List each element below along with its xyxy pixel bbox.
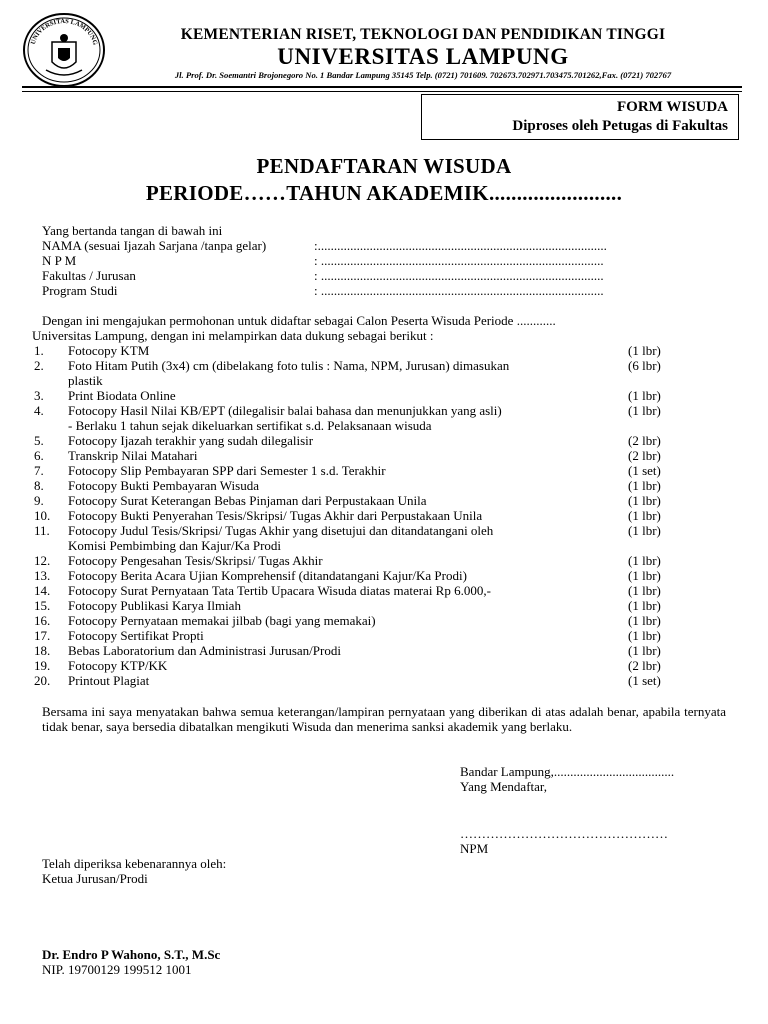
list-item: Fotocopy Publikasi Karya Ilmiah [68,598,241,613]
list-item-number: 7. [34,463,44,478]
list-item-quantity: (1 lbr) [628,598,661,613]
declaration-statement: Bersama ini saya menyatakan bahwa semua keterangan/lampiran pernyataan yang diberikan di atas adalah benar, apabila ternyata tidak benar, saya bersedia dibatalkan mengikuti Wisuda dan menerima sanksi akademik yang berlaku. [42,704,726,734]
list-item: Foto Hitam Putih (3x4) cm (dibelakang foto tulis : Nama, NPM, Jurusan) dimasukan [68,358,510,373]
list-item-quantity: (1 lbr) [628,493,661,508]
list-item-number: 16. [34,613,51,628]
list-item: Fotocopy Surat Keterangan Bebas Pinjaman dari Perpustakaan Unila [68,493,427,508]
document-subtitle: PERIODE……TAHUN AKADEMIK........................ [145,181,623,205]
list-item-quantity: (2 lbr) [628,658,661,673]
list-item: Fotocopy Bukti Pembayaran Wisuda [68,478,259,493]
list-item: Fotocopy Pengesahan Tesis/Skripsi/ Tugas Akhir [68,553,323,568]
list-item-quantity: (1 lbr) [628,628,661,643]
list-item-number: 10. [34,508,51,523]
list-item-number: 2. [34,358,44,373]
field-name-blank[interactable]: :......................................................................................... [314,238,607,253]
form-type-title: FORM WISUDA [617,99,728,115]
header-divider [22,86,742,88]
field-label-program: Program Studi [42,283,118,298]
list-item-quantity: (1 set) [628,673,661,688]
list-item: Fotocopy Ijazah terakhir yang sudah dilegalisir [68,433,314,448]
identity-intro: Yang bertanda tangan di bawah ini [42,223,223,238]
list-item-quantity: (2 lbr) [628,433,661,448]
logo-text: UNIVERSITAS LAMPUNG [29,17,99,46]
applicant-label: Yang Mendaftar, [460,779,547,794]
list-item-quantity: (1 lbr) [628,388,661,403]
list-item: Fotocopy KTP/KK [68,658,168,673]
list-item-quantity: (1 lbr) [628,343,661,358]
verification-label: Telah diperiksa kebenarannya oleh: [42,856,227,871]
form-type-subtitle: Diproses oleh Petugas di Fakultas [512,118,728,134]
request-line-2: Universitas Lampung, dengan ini melampirkan data dukung sebagai berikut : [32,328,434,343]
list-item: Bebas Laboratorium dan Administrasi Jurusan/Prodi [68,643,341,658]
list-item: Fotocopy Judul Tesis/Skripsi/ Tugas Akhir yang disetujui dan ditandatangani oleh [68,523,494,538]
list-item: Fotocopy Berita Acara Ujian Komprehensif (ditandatangani Kajur/Ka Prodi) [68,568,467,583]
university-address: Jl. Prof. Dr. Soemantri Brojonegoro No. 1 Bandar Lampung 35145 Telp. (0721) 701609. 702673.702971.703475.701262,Fax. (0721) 702767 [174,70,672,80]
university-name: UNIVERSITAS LAMPUNG [277,44,569,69]
list-item-number: 4. [34,403,44,418]
list-item: Fotocopy KTM [68,343,150,358]
list-item: Fotocopy Pernyataan memakai jilbab (bagi yang memakai) [68,613,376,628]
list-item-quantity: (1 lbr) [628,508,661,523]
field-label-faculty: Fakultas / Jurusan [42,268,136,283]
signature-place-date[interactable]: Bandar Lampung,..................................... [460,764,675,779]
list-item-quantity: (1 lbr) [628,613,661,628]
list-item-quantity: (6 lbr) [628,358,661,373]
form-type-box [421,94,739,140]
list-item-number: 19. [34,658,51,673]
list-item: Fotocopy Surat Pernyataan Tata Tertib Upacara Wisuda diatas materai Rp 6.000,- [68,583,491,598]
ministry-name: KEMENTERIAN RISET, TEKNOLOGI DAN PENDIDIKAN TINGGI [180,26,666,43]
list-item-number: 8. [34,478,44,493]
list-item-quantity: (1 lbr) [628,478,661,493]
list-item-number: 13. [34,568,51,583]
field-label-name: NAMA (sesuai Ijazah Sarjana /tanpa gelar) [42,238,267,253]
signature-line[interactable]: ………………………………………… [460,826,668,841]
list-item-number: 11. [34,523,50,538]
list-item-quantity: (1 lbr) [628,523,661,538]
list-item-continued: Komisi Pembimbing dan Kajur/Ka Prodi [68,538,282,553]
list-item-note: - Berlaku 1 tahun sejak dikeluarkan sertifikat s.d. Pelaksanaan wisuda [68,418,432,433]
field-faculty-blank[interactable]: : ....................................................................................... [314,268,604,283]
list-item-quantity: (1 lbr) [628,403,661,418]
list-item: Fotocopy Bukti Penyerahan Tesis/Skripsi/ Tugas Akhir dari Perpustakaan Unila [68,508,483,523]
request-line-1: Dengan ini mengajukan permohonan untuk didaftar sebagai Calon Peserta Wisuda Periode ............ [42,313,556,328]
list-item-number: 6. [34,448,44,463]
list-item-number: 12. [34,553,51,568]
list-item-number: 17. [34,628,51,643]
list-item-number: 3. [34,388,44,403]
list-item-number: 20. [34,673,51,688]
list-item-continued: plastik [68,373,103,388]
list-item-quantity: (1 lbr) [628,553,661,568]
university-logo [22,12,106,88]
list-item-quantity: (1 lbr) [628,568,661,583]
list-item-quantity: (1 lbr) [628,643,661,658]
header-divider-thin [22,91,742,92]
list-item: Printout Plagiat [68,673,150,688]
verifier-nip: NIP. 19700129 199512 1001 [42,962,192,977]
field-npm-blank[interactable]: : ....................................................................................... [314,253,604,268]
list-item-quantity: (1 set) [628,463,661,478]
list-item: Print Biodata Online [68,388,176,403]
list-item-number: 5. [34,433,44,448]
list-item-quantity: (1 lbr) [628,583,661,598]
list-item-number: 1. [34,343,44,358]
verifier-name: Dr. Endro P Wahono, S.T., M.Sc [42,947,221,962]
list-item-number: 15. [34,598,51,613]
verifier-role: Ketua Jurusan/Prodi [42,871,148,886]
field-label-npm: N P M [42,253,77,268]
list-item: Fotocopy Slip Pembayaran SPP dari Semester 1 s.d. Terakhir [68,463,386,478]
list-item: Transkrip Nilai Matahari [68,448,198,463]
list-item: Fotocopy Hasil Nilai KB/EPT (dilegalisir balai bahasa dan menunjukkan yang asli) [68,403,502,418]
list-item-number: 9. [34,493,44,508]
list-item-quantity: (2 lbr) [628,448,661,463]
signature-npm-label: NPM [460,841,489,856]
document-title: PENDAFTARAN WISUDA [256,154,512,178]
list-item: Fotocopy Sertifikat Propti [68,628,204,643]
list-item-number: 18. [34,643,51,658]
list-item-number: 14. [34,583,51,598]
field-program-blank[interactable]: : ....................................................................................... [314,283,604,298]
